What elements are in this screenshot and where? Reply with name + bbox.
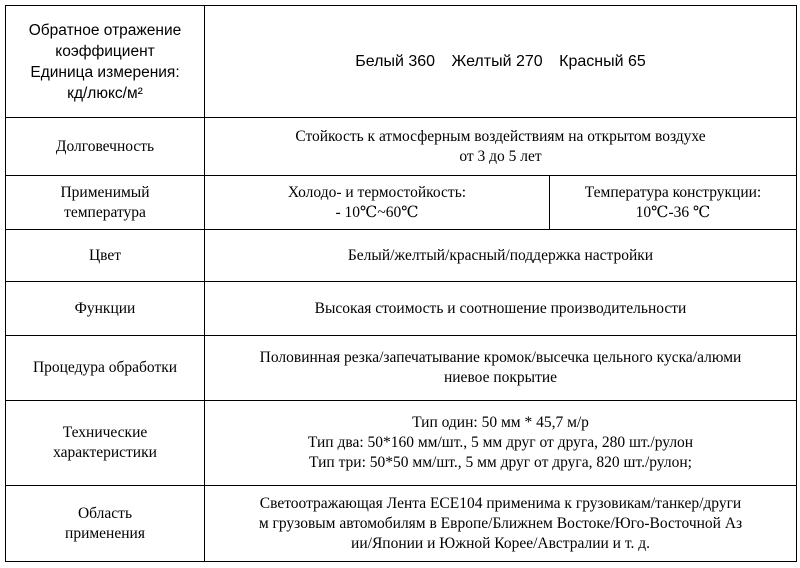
construction-temperature-cell — [550, 176, 797, 230]
functions-label: Функции — [6, 282, 205, 336]
application-label-line: применения — [65, 524, 145, 542]
temperature-label-line: Применимый — [60, 183, 150, 201]
construction-temperature-line: 10℃-36 ℃ — [635, 203, 711, 221]
specs-label-cell — [6, 401, 205, 486]
row-processing — [6, 336, 797, 401]
processing-value-line: ниевое покрытие — [443, 369, 558, 386]
application-value-line: м грузовым автомобилям в Европе/Ближнем Востоке/Юго-Восточной Аз — [258, 514, 743, 532]
spec-table — [5, 5, 797, 562]
application-value-cell — [205, 486, 797, 562]
reflection-label-cell — [6, 6, 205, 118]
processing-label: Процедура обработки — [6, 336, 205, 401]
specs-value-line: Тип один: 50 мм * 45,7 м/р — [412, 414, 589, 431]
reflection-red-value: Красный 65 — [559, 52, 646, 70]
specs-label-line: характеристики — [53, 444, 157, 461]
reflection-label-line: кд/люкс/м² — [67, 84, 143, 102]
durability-label: Долговечность — [6, 118, 205, 176]
application-label-cell — [6, 486, 205, 562]
row-specs — [6, 401, 797, 486]
reflection-white-value: Белый 360 — [355, 52, 436, 70]
reflection-label-line: коэффициент — [55, 42, 155, 60]
temperature-label-line: температура — [64, 203, 146, 221]
row-color — [6, 230, 797, 282]
color-label: Цвет — [6, 230, 205, 282]
construction-temperature-line: Температура конструкции: — [584, 183, 762, 201]
row-durability — [6, 118, 797, 176]
application-value-line: ии/Японии и Южной Корее/Австралии и т. д. — [351, 534, 650, 552]
row-functions — [6, 282, 797, 336]
cold-heat-resistance-line: - 10℃~60℃ — [335, 203, 419, 221]
specs-value-line: Тип два: 50*160 мм/шт., 5 мм друг от друга, 280 шт./рулон — [307, 434, 694, 451]
row-temperature — [6, 176, 797, 230]
temperature-label-cell — [6, 176, 205, 230]
durability-value-line: Стойкость к атмосферным воздействиям на открытом воздухе — [295, 127, 706, 145]
application-value-line: Светоотражающая Лента ECE104 применима к грузовикам/танкер/други — [259, 494, 742, 512]
reflection-yellow-value: Желтый 270 — [451, 52, 543, 70]
row-application — [6, 486, 797, 562]
durability-value-cell — [205, 118, 797, 176]
processing-value-cell — [205, 336, 797, 401]
reflection-label-line: Обратное отражение — [28, 21, 182, 39]
cold-heat-resistance-cell — [205, 176, 550, 230]
row-reflection — [6, 6, 797, 118]
specs-value-line: Тип три: 50*50 мм/шт., 5 мм друг от друга, 820 шт./рулон; — [309, 454, 692, 471]
cold-heat-resistance-line: Холодо- и термостойкость: — [287, 183, 467, 201]
specs-label-line: Технические — [62, 424, 148, 441]
durability-value-line: от 3 до 5 лет — [459, 147, 542, 165]
reflection-label-line: Единица измерения: — [30, 63, 180, 81]
processing-value-line: Половинная резка/запечатывание кромок/высечка цельного куска/алюми — [259, 349, 742, 366]
application-label-line: Область — [77, 504, 133, 522]
specs-value-cell — [205, 401, 797, 486]
reflection-values-cell — [205, 6, 797, 118]
functions-value: Высокая стоимость и соотношение производительности — [205, 282, 797, 336]
color-value: Белый/желтый/красный/поддержка настройки — [205, 230, 797, 282]
